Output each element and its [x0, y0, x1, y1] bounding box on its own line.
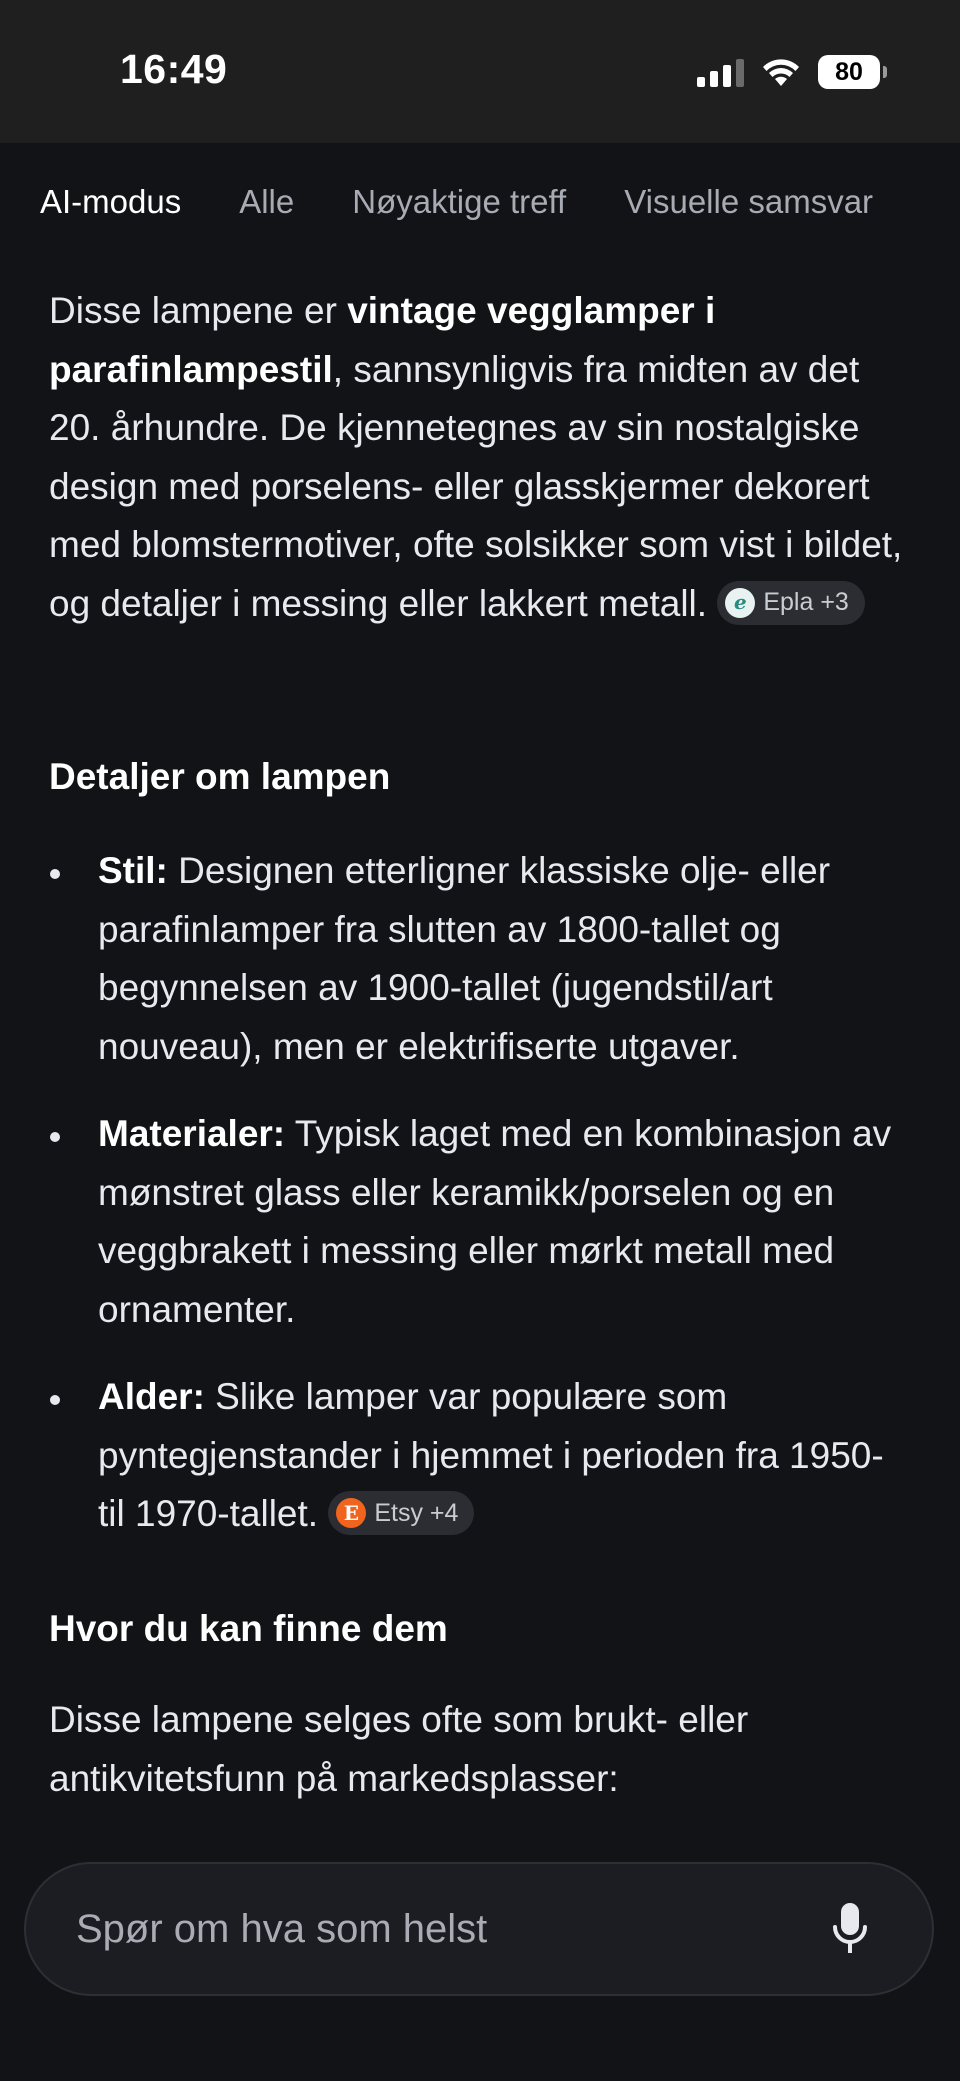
cellular-signal-icon [697, 57, 744, 87]
list-item [49, 842, 919, 1076]
intro-paragraph [49, 282, 909, 633]
where-heading: Hvor du kan finne dem [49, 1608, 448, 1649]
source-chip-label: Etsy +4 [374, 1498, 459, 1527]
microphone-icon[interactable] [830, 1901, 870, 1957]
battery-indicator: 80 [818, 55, 880, 89]
tab-visuelle-samsvar[interactable]: Visuelle samsvar [624, 183, 874, 220]
details-list [49, 842, 919, 1544]
source-chip-etsy[interactable] [328, 1491, 474, 1535]
list-item-label: Stil: [98, 850, 168, 891]
ask-input-placeholder[interactable]: Spør om hva som helst [76, 1906, 488, 1951]
intro-text-1: Disse lampene er [49, 290, 348, 331]
list-item [49, 1105, 919, 1339]
epla-icon: e [725, 588, 755, 618]
status-bar [0, 0, 960, 143]
list-item-label: Alder: [98, 1376, 205, 1417]
tab-ai-modus[interactable]: AI-modus [40, 183, 182, 220]
list-item-label: Materialer: [98, 1113, 286, 1154]
tab-alle[interactable]: Alle [239, 183, 295, 220]
list-item-text: Slike lamper var populære som pyntegjenstander i hjemmet i perioden fra 1950- til 1970-tallet. [98, 1376, 884, 1534]
details-heading: Detaljer om lampen [49, 756, 391, 797]
intro-bold: vintage vegglamper i parafinlampestil [49, 290, 716, 390]
wifi-icon [760, 56, 802, 88]
source-chip-label: Epla +3 [763, 588, 849, 617]
status-time: 16:49 [120, 46, 228, 92]
where-paragraph: Disse lampene selges ofte som brukt- eller antikvitetsfunn på markedsplasser: [49, 1699, 749, 1799]
search-tabs [0, 143, 960, 261]
list-item [49, 1368, 919, 1544]
status-icons [697, 52, 880, 92]
intro-text-2: , sannsynligvis fra midten av det 20. århundre. De kjennetegnes av sin nostalgiske design med porselens- eller glasskjermer dekorert med blomstermotiver, ofte solsikker som vist i bildet, og detaljer i messing eller lakkert metall. [49, 348, 903, 624]
list-item-text: Designen etterligner klassiske olje- eller parafinlamper fra slutten av 1800-tallet og begynnelsen av 1900-tallet (jugendstil/art nouveau), men er elektrifiserte utgaver. [98, 850, 831, 1067]
ask-input-bar[interactable] [24, 1862, 934, 1996]
ai-answer [49, 282, 909, 633]
etsy-icon: E [336, 1498, 366, 1528]
tab-noyaktige-treff[interactable]: Nøyaktige treff [352, 183, 567, 220]
list-item-text: Typisk laget med en kombinasjon av mønstret glass eller keramikk/porselen og en veggbrakett i messing eller mørkt metall med ornamenter. [98, 1113, 892, 1330]
source-chip-epla[interactable] [717, 581, 865, 625]
